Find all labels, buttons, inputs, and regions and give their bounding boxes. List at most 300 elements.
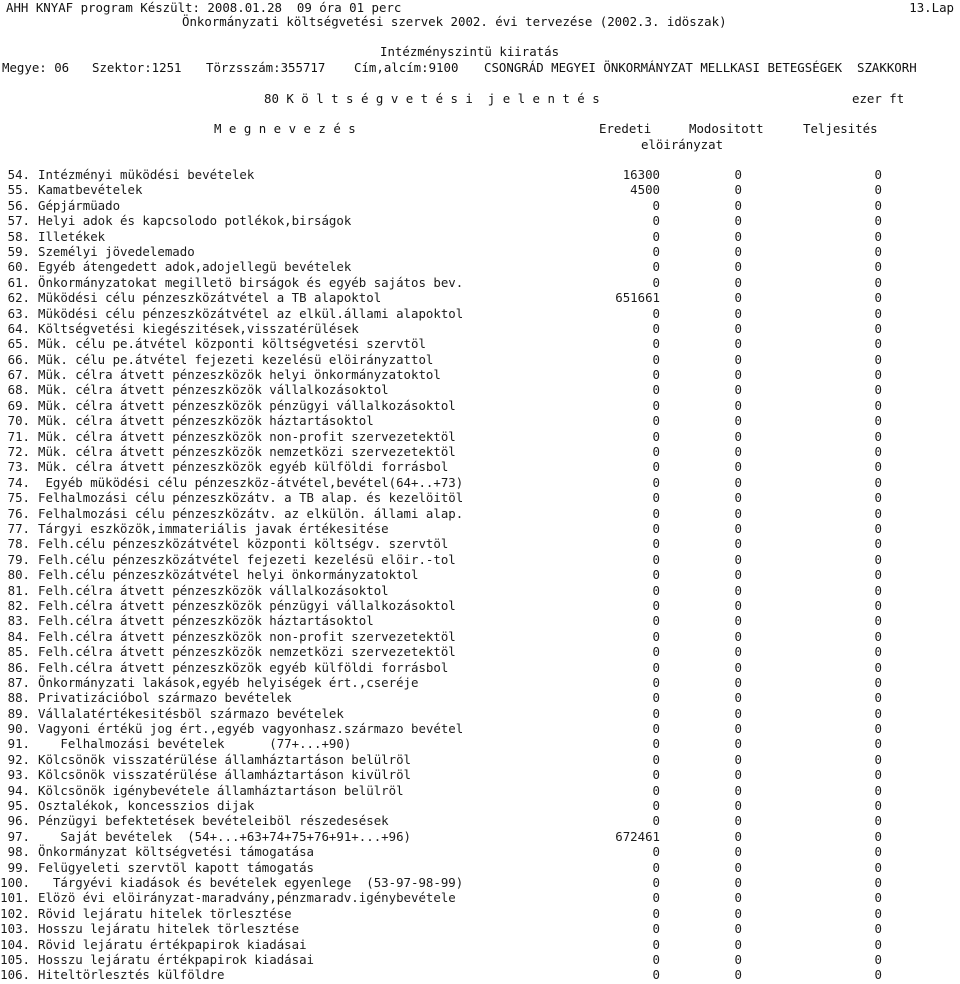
value-teljesites: 0 [874, 659, 882, 675]
table-row [0, 721, 960, 736]
value-modositott: 0 [734, 459, 742, 475]
table-row [0, 229, 960, 244]
row-number: 77. [7, 520, 30, 536]
program-line: AHH KNYAF program Készült: 2008.01.28 09 óra 01 perc [6, 0, 402, 15]
value-teljesites: 0 [874, 813, 882, 829]
row-label: Kölcsönök visszatérülése államháztartáson kivülröl [38, 767, 411, 783]
value-modositott: 0 [734, 551, 742, 567]
value-modositott: 0 [734, 828, 742, 844]
row-label: Müködési célu pénzeszközátvétel a TB alapoktol [38, 290, 382, 306]
value-modositott: 0 [734, 213, 742, 229]
row-number: 64. [7, 320, 30, 336]
value-eredeti: 0 [652, 798, 660, 814]
row-label: Rövid lejáratu értékpapirok kiadásai [38, 936, 307, 952]
row-label: Tárgyévi kiadások és bevételek egyenlege (53-97-98-99) [38, 874, 464, 890]
value-eredeti: 0 [652, 274, 660, 290]
value-teljesites: 0 [874, 551, 882, 567]
value-modositott: 0 [734, 782, 742, 798]
value-modositott: 0 [734, 644, 742, 660]
row-number: 87. [7, 674, 30, 690]
row-number: 61. [7, 274, 30, 290]
row-label: Helyi adok és kapcsolodo potlékok,birságok [38, 213, 352, 229]
row-number: 73. [7, 459, 30, 475]
value-eredeti: 0 [652, 459, 660, 475]
value-teljesites: 0 [874, 597, 882, 613]
value-eredeti: 16300 [622, 167, 660, 182]
table-row [0, 521, 960, 536]
table-row [0, 890, 960, 905]
value-modositott: 0 [734, 182, 742, 198]
value-teljesites: 0 [874, 674, 882, 690]
value-teljesites: 0 [874, 167, 882, 182]
value-eredeti: 672461 [615, 828, 660, 844]
value-eredeti: 0 [652, 597, 660, 613]
row-number: 90. [7, 721, 30, 737]
table-row [0, 675, 960, 690]
value-teljesites: 0 [874, 351, 882, 367]
row-label: Felh.célra átvett pénzeszközök pénzügyi vállalkozásoktol [38, 597, 456, 613]
value-eredeti: 0 [652, 951, 660, 967]
row-label: Osztalékok, koncesszios dijak [38, 798, 255, 814]
value-eredeti: 0 [652, 813, 660, 829]
row-number: 66. [7, 351, 30, 367]
row-number: 62. [7, 290, 30, 306]
value-teljesites: 0 [874, 644, 882, 660]
row-label: Felh.célu pénzeszközátvétel fejezeti kezelésü elöir.-tol [38, 551, 456, 567]
row-label: Tárgyi eszközök,immateriális javak értékesitése [38, 520, 389, 536]
value-teljesites: 0 [874, 751, 882, 767]
row-label: Saját bevételek (54+...+63+74+75+76+91+...+96) [38, 828, 411, 844]
row-number: 104. [0, 936, 30, 952]
value-eredeti: 0 [652, 844, 660, 860]
row-number: 83. [7, 613, 30, 629]
row-number: 91. [7, 736, 30, 752]
value-teljesites: 0 [874, 444, 882, 460]
value-modositott: 0 [734, 597, 742, 613]
value-teljesites: 0 [874, 397, 882, 413]
row-number: 78. [7, 536, 30, 552]
value-eredeti: 0 [652, 551, 660, 567]
row-number: 65. [7, 336, 30, 352]
report-subtitle: Önkormányzati költségvetési szervek 2002. évi tervezése (2002.3. idöszak) [182, 14, 727, 29]
table-row [0, 382, 960, 397]
value-modositott: 0 [734, 628, 742, 644]
value-eredeti: 0 [652, 721, 660, 737]
value-teljesites: 0 [874, 243, 882, 259]
value-modositott: 0 [734, 751, 742, 767]
unit-label: ezer ft [852, 91, 905, 106]
value-eredeti: 0 [652, 536, 660, 552]
value-teljesites: 0 [874, 382, 882, 398]
value-eredeti: 0 [652, 474, 660, 490]
value-modositott: 0 [734, 428, 742, 444]
value-eredeti: 0 [652, 351, 660, 367]
row-label: Önkormányzat költségvetési támogatása [38, 844, 315, 860]
row-number: 102. [0, 905, 30, 921]
value-eredeti: 0 [652, 197, 660, 213]
value-eredeti: 4500 [630, 182, 660, 198]
value-eredeti: 0 [652, 859, 660, 875]
row-number: 55. [7, 182, 30, 198]
value-teljesites: 0 [874, 259, 882, 275]
row-label: Felhalmozási célu pénzeszközátv. az elkülön. állami alap. [38, 505, 464, 521]
value-teljesites: 0 [874, 582, 882, 598]
value-modositott: 0 [734, 567, 742, 583]
row-label: Felh.célra átvett pénzeszközök vállalkozásoktol [38, 582, 389, 598]
value-teljesites: 0 [874, 690, 882, 706]
value-teljesites: 0 [874, 782, 882, 798]
table-row [0, 167, 960, 182]
value-eredeti: 0 [652, 751, 660, 767]
value-modositott: 0 [734, 490, 742, 506]
row-label: Felhalmozási célu pénzeszközátv. a TB alap. és kezelöitöl [38, 490, 464, 506]
table-row [0, 844, 960, 859]
value-teljesites: 0 [874, 197, 882, 213]
row-label: Felh.célu pénzeszközátvétel helyi önkormányzatoktol [38, 567, 419, 583]
row-number: 105. [0, 951, 30, 967]
row-number: 98. [7, 844, 30, 860]
row-number: 88. [7, 690, 30, 706]
row-number: 82. [7, 597, 30, 613]
value-teljesites: 0 [874, 951, 882, 967]
value-modositott: 0 [734, 905, 742, 921]
row-number: 101. [0, 890, 30, 906]
value-eredeti: 0 [652, 243, 660, 259]
value-eredeti: 0 [652, 567, 660, 583]
value-teljesites: 0 [874, 182, 882, 198]
row-number: 72. [7, 444, 30, 460]
cim-alcim: Cím,alcím:9100 [354, 60, 459, 75]
value-modositott: 0 [734, 413, 742, 429]
row-label: Hiteltörlesztés külföldre [38, 967, 225, 983]
value-modositott: 0 [734, 890, 742, 906]
row-number: 57. [7, 213, 30, 229]
value-teljesites: 0 [874, 459, 882, 475]
row-label: Elözö évi elöirányzat-maradvány,pénzmaradv.igénybevétele [38, 890, 456, 906]
row-number: 92. [7, 751, 30, 767]
value-eredeti: 0 [652, 228, 660, 244]
value-modositott: 0 [734, 813, 742, 829]
value-modositott: 0 [734, 305, 742, 321]
value-eredeti: 0 [652, 490, 660, 506]
value-teljesites: 0 [874, 890, 882, 906]
row-number: 63. [7, 305, 30, 321]
table-row [0, 783, 960, 798]
value-teljesites: 0 [874, 520, 882, 536]
row-number: 84. [7, 628, 30, 644]
value-eredeti: 0 [652, 305, 660, 321]
row-number: 56. [7, 197, 30, 213]
row-number: 68. [7, 382, 30, 398]
table-row [0, 952, 960, 967]
table-row [0, 583, 960, 598]
value-teljesites: 0 [874, 844, 882, 860]
table-row [0, 937, 960, 952]
value-teljesites: 0 [874, 474, 882, 490]
row-label: Egyéb müködési célu pénzeszköz-átvétel,bevétel(64+..+73) [38, 474, 464, 490]
row-label: Mük. célra átvett pénzeszközök vállalkozásoktol [38, 382, 389, 398]
value-teljesites: 0 [874, 336, 882, 352]
row-number: 58. [7, 228, 30, 244]
value-eredeti: 0 [652, 936, 660, 952]
value-eredeti: 0 [652, 782, 660, 798]
table-row [0, 736, 960, 751]
value-eredeti: 0 [652, 397, 660, 413]
row-label: Vállalatértékesitésböl származo bevételek [38, 705, 344, 721]
value-teljesites: 0 [874, 705, 882, 721]
value-teljesites: 0 [874, 905, 882, 921]
value-modositott: 0 [734, 259, 742, 275]
value-teljesites: 0 [874, 228, 882, 244]
value-modositott: 0 [734, 290, 742, 306]
value-modositott: 0 [734, 951, 742, 967]
value-eredeti: 0 [652, 444, 660, 460]
row-number: 69. [7, 397, 30, 413]
table-row [0, 475, 960, 490]
report-type: Intézményszintü kiiratás [380, 44, 560, 59]
value-teljesites: 0 [874, 290, 882, 306]
row-label: Mük. célra átvett pénzeszközök nemzetközi szervezetektöl [38, 444, 456, 460]
value-eredeti: 0 [652, 921, 660, 937]
value-eredeti: 0 [652, 874, 660, 890]
row-number: 86. [7, 659, 30, 675]
table-row [0, 829, 960, 844]
value-modositott: 0 [734, 613, 742, 629]
value-teljesites: 0 [874, 936, 882, 952]
value-eredeti: 0 [652, 413, 660, 429]
table-row [0, 490, 960, 505]
value-teljesites: 0 [874, 613, 882, 629]
value-teljesites: 0 [874, 798, 882, 814]
table-row [0, 306, 960, 321]
value-teljesites: 0 [874, 274, 882, 290]
value-eredeti: 0 [652, 690, 660, 706]
row-label: Hosszu lejáratu értékpapirok kiadásai [38, 951, 315, 967]
row-number: 80. [7, 567, 30, 583]
table-row [0, 398, 960, 413]
value-eredeti: 0 [652, 890, 660, 906]
row-label: Felh.célra átvett pénzeszközök non-profit szervezetektöl [38, 628, 456, 644]
value-eredeti: 0 [652, 505, 660, 521]
table-row [0, 967, 960, 982]
value-teljesites: 0 [874, 505, 882, 521]
row-number: 96. [7, 813, 30, 829]
row-label: Költségvetési kiegészitések,visszatérülések [38, 320, 359, 336]
table-row [0, 860, 960, 875]
row-number: 100. [0, 874, 30, 890]
table-row [0, 275, 960, 290]
row-number: 81. [7, 582, 30, 598]
torzsszam: Törzsszám:355717 [206, 60, 326, 75]
value-modositott: 0 [734, 167, 742, 182]
value-modositott: 0 [734, 228, 742, 244]
row-number: 54. [7, 167, 30, 182]
value-teljesites: 0 [874, 859, 882, 875]
table-row [0, 767, 960, 782]
value-eredeti: 0 [652, 336, 660, 352]
row-label: Kölcsönök igénybevétele államháztartáson belülröl [38, 782, 404, 798]
row-number: 97. [7, 828, 30, 844]
row-label: Önkormányzatokat megilletö birságok és egyéb sajátos bev. [38, 274, 464, 290]
value-modositott: 0 [734, 721, 742, 737]
value-modositott: 0 [734, 936, 742, 952]
row-number: 60. [7, 259, 30, 275]
report-title: 80 K ö l t s é g v e t é s i j e l e n t é s [264, 91, 600, 106]
table-row [0, 706, 960, 721]
row-label: Müködési célu pénzeszközátvétel az elkül.állami alapoktol [38, 305, 464, 321]
value-teljesites: 0 [874, 428, 882, 444]
row-number: 75. [7, 490, 30, 506]
value-eredeti: 0 [652, 628, 660, 644]
value-eredeti: 0 [652, 613, 660, 629]
page-number: 13.Lap [909, 0, 954, 15]
table-row [0, 352, 960, 367]
row-label: Személyi jövedelemado [38, 243, 195, 259]
value-modositott: 0 [734, 967, 742, 983]
value-teljesites: 0 [874, 567, 882, 583]
value-teljesites: 0 [874, 305, 882, 321]
table-row [0, 613, 960, 628]
table-row [0, 367, 960, 382]
value-eredeti: 0 [652, 659, 660, 675]
row-label: Mük. célra átvett pénzeszközök háztartásoktol [38, 413, 374, 429]
value-modositott: 0 [734, 474, 742, 490]
table-row [0, 321, 960, 336]
value-modositott: 0 [734, 767, 742, 783]
value-teljesites: 0 [874, 967, 882, 983]
column-header-eloiranyzat: elöirányzat [641, 137, 724, 152]
value-teljesites: 0 [874, 628, 882, 644]
table-row [0, 336, 960, 351]
column-header-modositott: Modositott [689, 121, 764, 136]
table-row [0, 413, 960, 428]
row-label: Mük. célra átvett pénzeszközök non-profit szervezetektöl [38, 428, 456, 444]
table-row [0, 598, 960, 613]
table-row [0, 244, 960, 259]
row-label: Vagyoni értékü jog ért.,egyéb vagyonhasz.származo bevétel [38, 721, 464, 737]
value-eredeti: 0 [652, 320, 660, 336]
value-eredeti: 0 [652, 736, 660, 752]
row-label: Felh.célra átvett pénzeszközök háztartásoktol [38, 613, 374, 629]
row-label: Pénzügyi befektetések bevételeiböl részedesések [38, 813, 389, 829]
row-label: Önkormányzati lakások,egyéb helyiségek ért.,cseréje [38, 674, 419, 690]
row-number: 99. [7, 859, 30, 875]
row-label: Kölcsönök visszatérülése államháztartáson belülröl [38, 751, 411, 767]
row-number: 106. [0, 967, 30, 983]
intezmeny-name: CSONGRÁD MEGYEI ÖNKORMÁNYZAT MELLKASI BETEGSÉGEK SZAKKORH [484, 60, 917, 75]
row-label: Gépjármüado [38, 197, 121, 213]
table-row [0, 629, 960, 644]
table-row [0, 567, 960, 582]
row-number: 95. [7, 798, 30, 814]
row-label: Felh.célra átvett pénzeszközök egyéb külföldi forrásbol [38, 659, 449, 675]
value-modositott: 0 [734, 798, 742, 814]
value-eredeti: 0 [652, 259, 660, 275]
row-number: 89. [7, 705, 30, 721]
value-modositott: 0 [734, 520, 742, 536]
row-label: Felh.célra átvett pénzeszközök nemzetközi szervezetektöl [38, 644, 456, 660]
value-modositott: 0 [734, 921, 742, 937]
value-teljesites: 0 [874, 367, 882, 383]
row-number: 59. [7, 243, 30, 259]
table-row [0, 259, 960, 274]
value-modositott: 0 [734, 336, 742, 352]
value-eredeti: 0 [652, 644, 660, 660]
row-number: 94. [7, 782, 30, 798]
row-label: Mük. célu pe.átvétel fejezeti kezelésü elöirányzattol [38, 351, 434, 367]
row-number: 79. [7, 551, 30, 567]
table-row [0, 444, 960, 459]
value-teljesites: 0 [874, 536, 882, 552]
value-modositott: 0 [734, 536, 742, 552]
value-eredeti: 0 [652, 382, 660, 398]
value-modositott: 0 [734, 397, 742, 413]
value-modositott: 0 [734, 274, 742, 290]
value-modositott: 0 [734, 351, 742, 367]
table-row [0, 921, 960, 936]
row-label: Egyéb átengedett adok,adojellegü bevételek [38, 259, 352, 275]
value-eredeti: 0 [652, 905, 660, 921]
row-number: 70. [7, 413, 30, 429]
value-eredeti: 651661 [615, 290, 660, 306]
row-label: Privatizációbol származo bevételek [38, 690, 292, 706]
row-label: Kamatbevételek [38, 182, 143, 198]
value-modositott: 0 [734, 844, 742, 860]
table-row [0, 660, 960, 675]
value-modositott: 0 [734, 320, 742, 336]
row-label: Mük. célra átvett pénzeszközök pénzügyi vállalkozásoktol [38, 397, 456, 413]
value-modositott: 0 [734, 582, 742, 598]
table-row [0, 429, 960, 444]
table-row [0, 644, 960, 659]
column-header-teljesites: Teljesités [803, 121, 878, 136]
table-row [0, 213, 960, 228]
value-eredeti: 0 [652, 767, 660, 783]
value-eredeti: 0 [652, 428, 660, 444]
data-table [0, 167, 960, 983]
table-row [0, 536, 960, 551]
value-modositott: 0 [734, 444, 742, 460]
row-label: Hosszu lejáratu hitelek törlesztése [38, 921, 300, 937]
value-modositott: 0 [734, 674, 742, 690]
value-modositott: 0 [734, 859, 742, 875]
row-number: 103. [0, 921, 30, 937]
value-modositott: 0 [734, 367, 742, 383]
row-label: Intézményi müködési bevételek [38, 167, 255, 182]
row-label: Felh.célu pénzeszközátvétel központi költségv. szervtöl [38, 536, 449, 552]
row-number: 74. [7, 474, 30, 490]
table-row [0, 906, 960, 921]
value-teljesites: 0 [874, 736, 882, 752]
row-label: Mük. célra átvett pénzeszközök egyéb külföldi forrásbol [38, 459, 449, 475]
column-header-eredeti: Eredeti [599, 121, 652, 136]
row-number: 93. [7, 767, 30, 783]
table-row [0, 198, 960, 213]
value-teljesites: 0 [874, 767, 882, 783]
column-header-name: M e g n e v e z é s [214, 121, 356, 136]
value-modositott: 0 [734, 690, 742, 706]
table-row [0, 813, 960, 828]
row-number: 76. [7, 505, 30, 521]
row-number: 67. [7, 367, 30, 383]
value-teljesites: 0 [874, 413, 882, 429]
row-label: Mük. célu pe.átvétel központi költségvetési szervtöl [38, 336, 426, 352]
value-teljesites: 0 [874, 828, 882, 844]
value-eredeti: 0 [652, 582, 660, 598]
value-eredeti: 0 [652, 520, 660, 536]
value-eredeti: 0 [652, 705, 660, 721]
value-modositott: 0 [734, 197, 742, 213]
